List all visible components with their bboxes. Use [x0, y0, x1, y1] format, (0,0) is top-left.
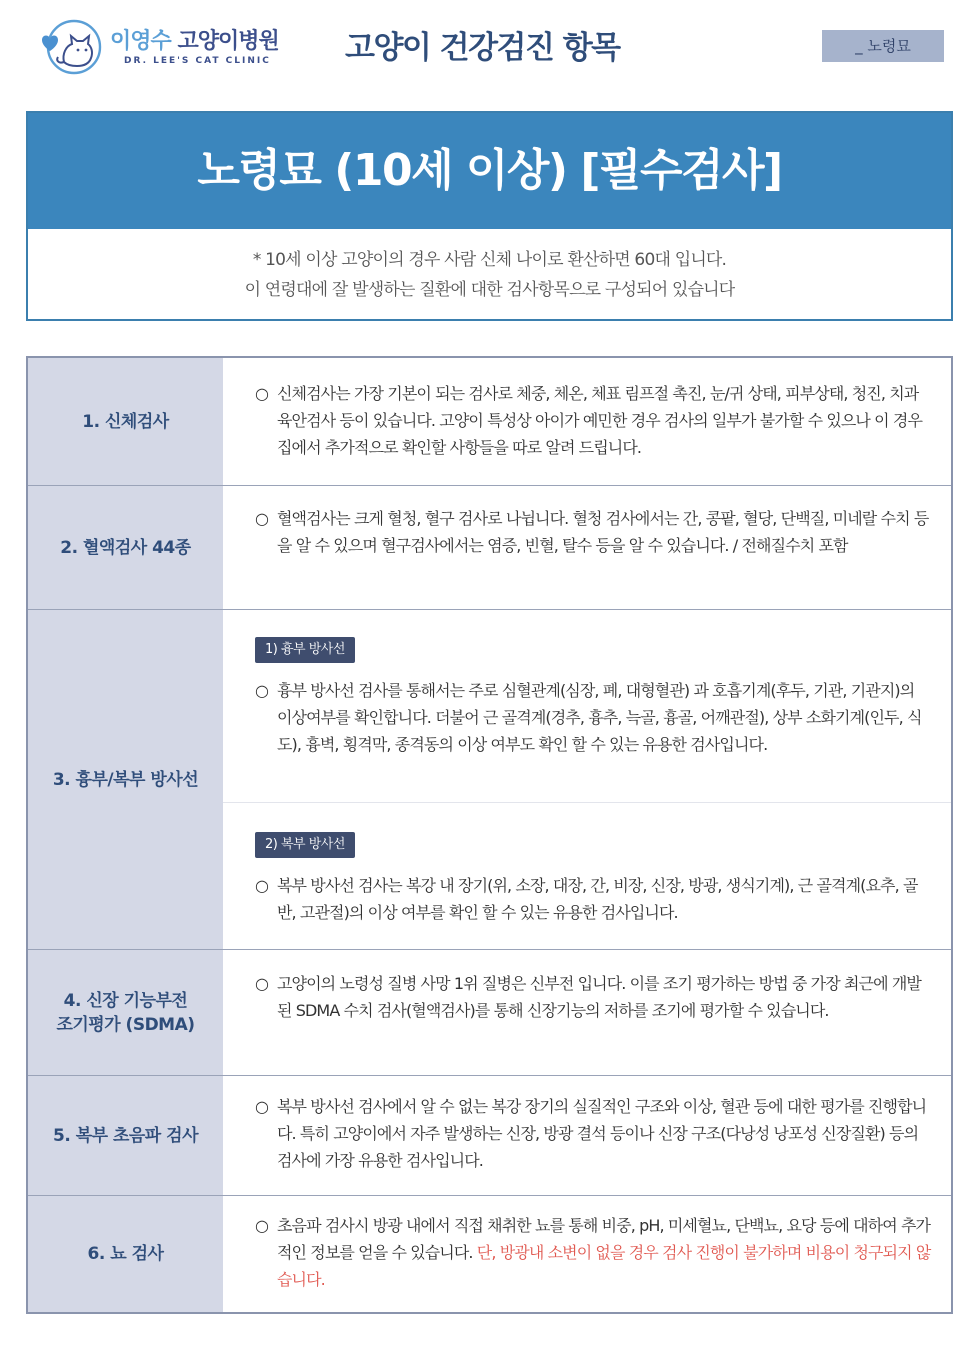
banner-note-line-2: 이 연령대에 잘 발생하는 질환에 대한 검사항목으로 구성되어 있습니다 [244, 280, 735, 300]
circle-bullet-icon: ○ [255, 876, 269, 895]
banner-note-line-1: * 10세 이상 고양이의 경우 사람 신체 나이로 환산하면 60대 입니다. [252, 250, 727, 270]
circle-bullet-icon: ○ [255, 1097, 269, 1116]
row-label-ultrasound: 5. 복부 초음파 검사 [28, 1076, 223, 1195]
row-text: 흉부 방사선 검사를 통해서는 주로 심혈관계(심장, 폐, 대형혈관) 과 호흡기계(후두, 기관, 기관지)의 이상여부를 확인합니다. 더불어 근 골격계(경추, 흉추, 늑골, 흉골, 어깨관절), 상부 소화기계(인두, 식도), 흉벽, 횡격막, 종격동의 이상 여부도 확인 할 수 있는 유용한 검사입니다. [277, 681, 922, 754]
section-banner [26, 111, 953, 321]
row-description-abdomen [255, 872, 931, 926]
row-body [223, 1076, 951, 1195]
row-text: 초음파 검사시 방광 내에서 직접 채취한 뇨를 통해 비중, pH, 미세혈뇨, 단백뇨, 요당 등에 대하여 추가적인 정보를 얻을 수 있습니다. [277, 1216, 931, 1262]
age-group-badge: _ 노령묘 [822, 30, 944, 62]
row-description [255, 380, 931, 461]
exam-items-table [26, 356, 953, 1314]
clinic-name-b: 고양이병원 [177, 29, 279, 54]
circle-bullet-icon: ○ [255, 1216, 269, 1235]
cat-heart-logo-icon [38, 18, 104, 76]
row-text: 복부 방사선 검사에서 알 수 없는 복강 장기의 실질적인 구조와 이상, 혈관 등에 대한 평가를 진행합니다. 특히 고양이에서 자주 발생하는 신장, 방광 결석 등이나 신장 구조(다낭성 낭포성 신장질환) 등의 검사에 가장 유용한 검사입니다. [277, 1097, 927, 1170]
row-description [255, 1093, 931, 1174]
row-body [223, 486, 951, 609]
warning-text: 단, 방광내 소변이 없을 경우 검사 진행이 불가하며 비용이 청구되지 않습니다. [277, 1243, 931, 1289]
row-text: 혈액검사는 크게 혈청, 혈구 검사로 나뉩니다. 혈청 검사에서는 간, 콩팥, 혈당, 단백질, 미네랄 수치 등을 알 수 있으며 혈구검사에서는 염증, 빈혈, 탈수 등을 알 수 있습니다. / 전해질수치 포함 [277, 509, 929, 555]
sub-tag-abdominal-xray: 2) 복부 방사선 [255, 832, 355, 858]
banner-note [28, 245, 951, 305]
circle-bullet-icon: ○ [255, 509, 269, 528]
row-body [223, 950, 951, 1075]
clinic-name [110, 24, 279, 55]
clinic-name-a: 이영수 [110, 29, 171, 54]
row-description [255, 970, 931, 1024]
row-body [223, 358, 951, 485]
clinic-subtitle: DR. LEE'S CAT CLINIC [124, 56, 271, 66]
row-description [255, 505, 931, 559]
circle-bullet-icon: ○ [255, 681, 269, 700]
circle-bullet-icon: ○ [255, 384, 269, 403]
circle-bullet-icon: ○ [255, 974, 269, 993]
table-row [28, 1076, 951, 1196]
table-row [28, 358, 951, 486]
table-row [28, 1196, 951, 1312]
table-row [28, 486, 951, 610]
row-label-physical-exam: 1. 신체검사 [28, 358, 223, 485]
row-text: 신체검사는 가장 기본이 되는 검사로 체중, 체온, 체표 림프절 촉진, 눈/귀 상태, 피부상태, 청진, 치과 육안검사 등이 있습니다. 고양이 특성상 아이가 예민한 경우 검사의 일부가 불가할 수 있으나 이 경우 집에서 추가적으로 확인할 사항들을 따로 알려 드립니다. [277, 384, 923, 457]
row-label-blood-test: 2. 혈액검사 44종 [28, 486, 223, 609]
table-row [28, 950, 951, 1076]
row-text: 복부 방사선 검사는 복강 내 장기(위, 소장, 대장, 간, 비장, 신장, 방광, 생식기계), 근 골격계(요추, 골반, 고관절)의 이상 여부를 확인 할 수 있는 유용한 검사입니다. [277, 876, 918, 922]
row-label-line-2: 조기평가 (SDMA) [56, 1014, 195, 1035]
row-body [223, 1196, 951, 1312]
row-label-line-1: 4. 신장 기능부전 [63, 990, 188, 1011]
row-body [223, 610, 951, 949]
inner-divider [223, 802, 951, 803]
table-row [28, 610, 951, 950]
sub-tag-chest-xray: 1) 흉부 방사선 [255, 637, 355, 663]
row-label-radiography: 3. 흉부/복부 방사선 [28, 610, 223, 949]
row-description [255, 1212, 931, 1293]
banner-title: 노령묘 (10세 이상) [필수검사] [197, 145, 782, 196]
row-label-urinalysis: 6. 뇨 검사 [28, 1196, 223, 1312]
row-label-sdma [28, 950, 223, 1075]
page-header [0, 0, 969, 100]
banner-title-bar [28, 113, 951, 229]
page-title: 고양이 건강검진 항목 [345, 30, 620, 66]
row-text: 고양이의 노령성 질병 사망 1위 질병은 신부전 입니다. 이를 조기 평가하는 방법 중 가장 최근에 개발된 SDMA 수치 검사(혈액검사)를 통해 신장기능의 저하를 조기에 평가할 수 있습니다. [277, 974, 921, 1020]
row-description-chest [255, 677, 931, 758]
clinic-logo[interactable] [38, 18, 288, 76]
